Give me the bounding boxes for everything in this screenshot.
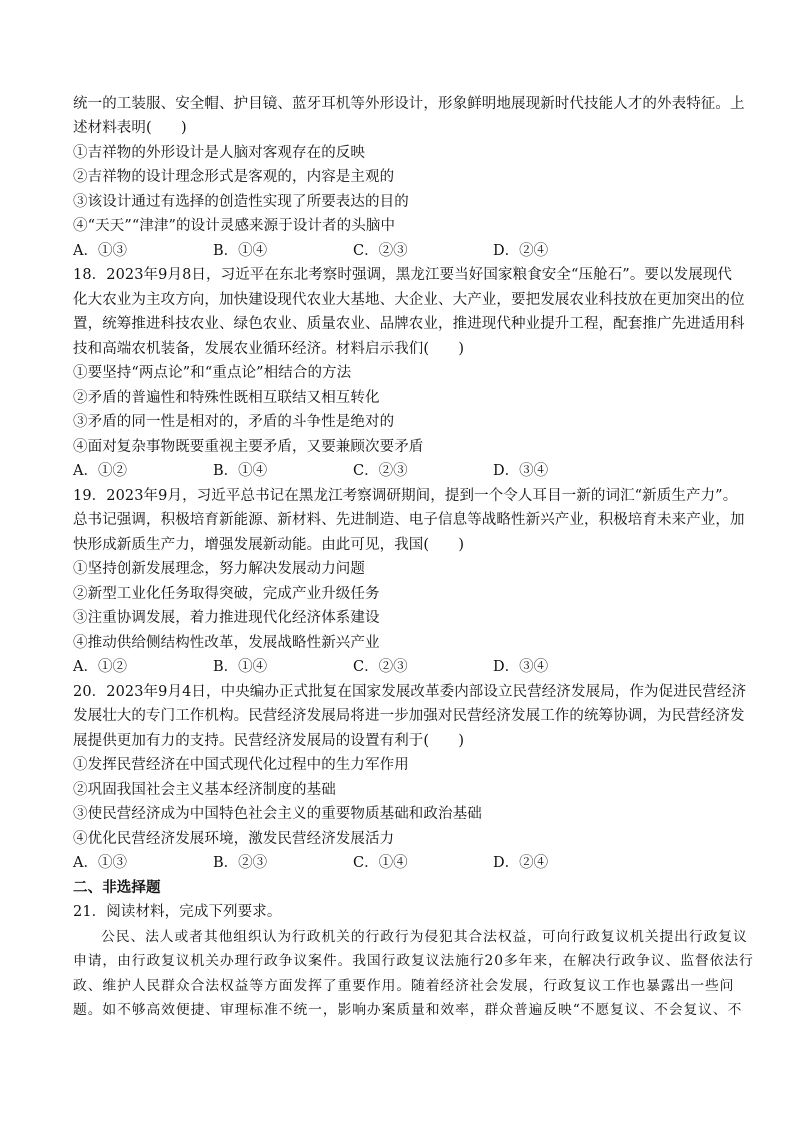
q17-option-d: D．②④ (493, 243, 549, 259)
q19-stem-line-3: 快形成新质生产力，增强发展新动能。由此可见，我国( ) (73, 537, 465, 553)
q19-option-b: B．①④ (213, 659, 268, 675)
q19-statement-3: ③注重协调发展，着力推进现代化经济体系建设 (73, 610, 380, 626)
q17-options (73, 241, 733, 261)
q17-statement-3: ③该设计通过有选择的创造性实现了所要表达的目的 (73, 194, 409, 210)
q18-statement-1: ①要坚持“两点论”和“重点论”相结合的方法 (73, 365, 352, 381)
q20-stem-line-1: 20．2023年9月4日，中央编办正式批复在国家发展改革委内部设立民营经济发展局，作为促进民营经济 (73, 684, 747, 700)
q21-material-line-3: 政、维护人民群众合法权益等方面发挥了重要作用。随着经济社会发展，行政复议工作也暴露出一些问 (73, 978, 735, 994)
q19-statement-1: ①坚持创新发展理念，努力解决发展动力问题 (73, 561, 365, 577)
q20-option-b: B．②③ (213, 855, 268, 871)
q18-statement-4: ④面对复杂事物既要重视主要矛盾，又要兼顾次要矛盾 (73, 439, 424, 455)
q20-stem-line-3: 展提供更加有力的支持。民营经济发展局的设置有利于( ) (73, 733, 465, 749)
q18-statement-2: ②矛盾的普遍性和特殊性既相互联结又相互转化 (73, 390, 380, 406)
q20-option-d: D．②④ (493, 855, 549, 871)
q20-statement-2: ②巩固我国社会主义基本经济制度的基础 (73, 782, 336, 798)
q19-option-d: D．③④ (493, 659, 549, 675)
q17-option-a: A．①③ (73, 243, 127, 259)
q20-options (73, 853, 733, 873)
q19-option-c: C．②③ (353, 659, 408, 675)
q20-statement-4: ④优化民营经济发展环境，激发民营经济发展活力 (73, 831, 395, 847)
q20-statement-3: ③使民营经济成为中国特色社会主义的重要物质基础和政治基础 (73, 806, 482, 822)
q18-stem-line-4: 技和高端农机装备，发展农业循环经济。材料启示我们( ) (73, 341, 465, 357)
q17-statement-2: ②吉祥物的设计理念形式是客观的，内容是主观的 (73, 169, 395, 185)
q18-option-a: A．①② (73, 463, 127, 479)
q17-stem-line-1: 统一的工装服、安全帽、护目镜、蓝牙耳机等外形设计，形象鲜明地展现新时代技能人才的外表特征。上 (73, 96, 745, 112)
q17-option-b: B．①④ (213, 243, 268, 259)
q18-options (73, 461, 733, 481)
q20-stem-line-2: 发展壮大的专门工作机构。民营经济发展局将进一步加强对民营经济发展工作的统筹协调，为民营经济发 (73, 708, 745, 724)
q19-options (73, 657, 733, 677)
q19-option-a: A．①② (73, 659, 127, 675)
q18-option-d: D．③④ (493, 463, 549, 479)
q18-option-c: C．②③ (353, 463, 408, 479)
q19-stem-line-2: 总书记强调，积极培育新能源、新材料、先进制造、电子信息等战略性新兴产业，积极培育未来产业，加 (73, 512, 745, 528)
q20-option-c: C．①④ (353, 855, 408, 871)
q20-option-a: A．①③ (73, 855, 127, 871)
q18-stem-line-2: 化大农业为主攻方向，加快建设现代农业大基地、大企业、大产业，要把发展农业科技放在更加突出的位 (73, 292, 745, 308)
q18-option-b: B．①④ (213, 463, 268, 479)
q18-stem-line-1: 18．2023年9月8日，习近平在东北考察时强调，黑龙江要当好国家粮食安全“压舱石”。要以发展现代 (73, 267, 733, 283)
q19-statement-2: ②新型工业化任务取得突破，完成产业升级任务 (73, 586, 380, 602)
q21-material-line-2: 申请，由行政复议机关办理行政争议案件。我国行政复议法施行20多年来，在解决行政争议、监督依法行 (73, 953, 754, 969)
q18-statement-3: ③矛盾的同一性是相对的，矛盾的斗争性是绝对的 (73, 414, 395, 430)
q19-statement-4: ④推动供给侧结构性改革，发展战略性新兴产业 (73, 635, 380, 651)
section-heading-non-choice: 二、非选择题 (73, 880, 161, 896)
q21-material-line-4: 题。如不够高效便捷、审理标准不统一，影响办案质量和效率，群众普遍反映“不愿复议、不会复议、不 (73, 1002, 743, 1018)
q21-stem: 21．阅读材料，完成下列要求。 (73, 904, 282, 920)
q19-stem-line-1: 19．2023年9月，习近平总书记在黑龙江考察调研期间，提到一个令人耳目一新的词汇“新质生产力”。 (73, 488, 738, 504)
q20-statement-1: ①发挥民营经济在中国式现代化过程中的生力军作用 (73, 757, 409, 773)
q17-stem-line-2: 述材料表明( ) (73, 120, 187, 136)
q18-stem-line-3: 置，统筹推进科技农业、绿色农业、质量农业、品牌农业，推进现代种业提升工程，配套推广先进适用科 (73, 316, 745, 332)
q21-material-line-1: 公民、法人或者其他组织认为行政机关的行政行为侵犯其合法权益，可向行政复议机关提出行政复议 (101, 929, 748, 945)
q17-statement-4: ④“天天”“津津”的设计灵感来源于设计者的头脑中 (73, 218, 396, 234)
q17-statement-1: ①吉祥物的外形设计是人脑对客观存在的反映 (73, 145, 365, 161)
q17-option-c: C．②③ (353, 243, 408, 259)
